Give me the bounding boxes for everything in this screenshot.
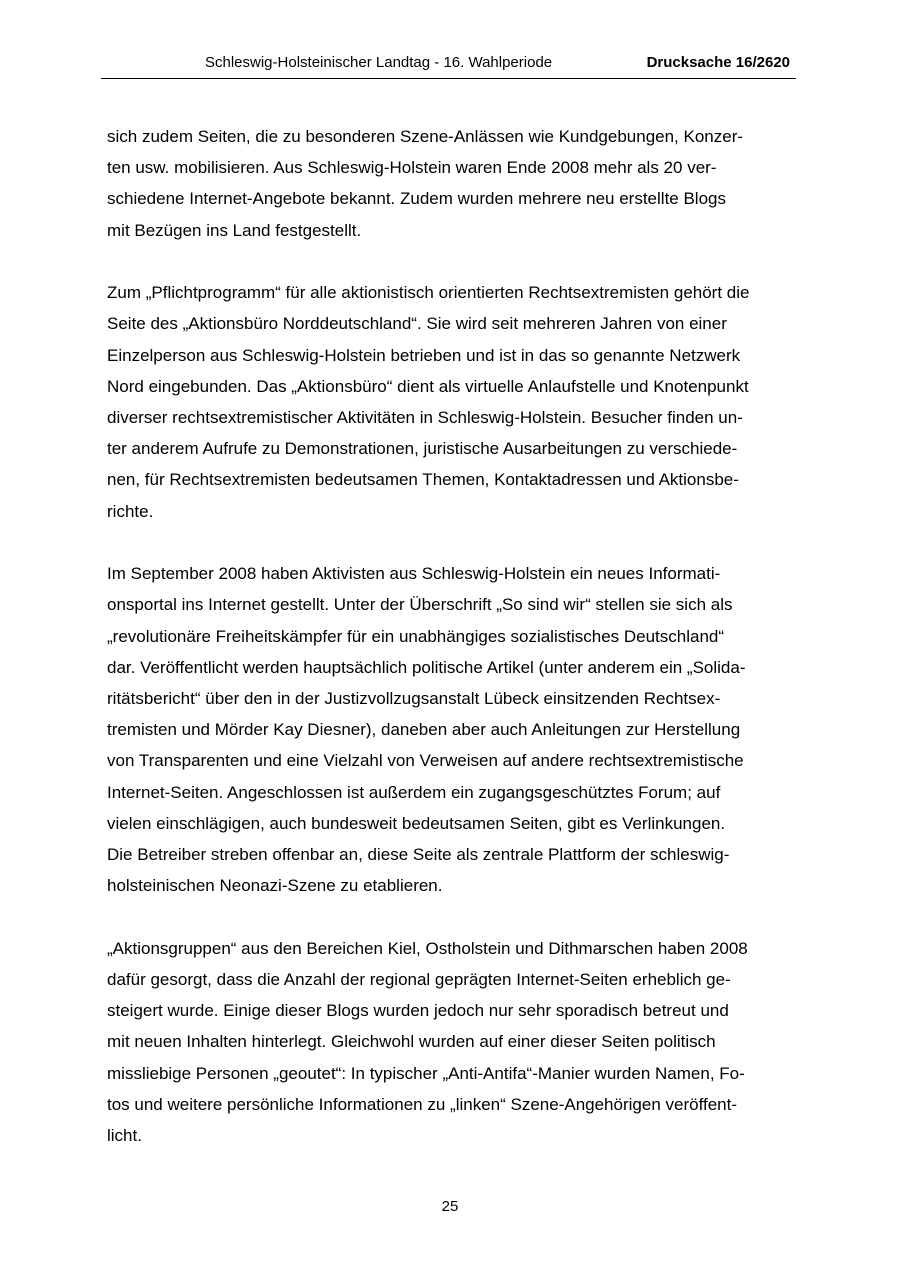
body-text: [107, 121, 797, 1183]
text-line: ritätsbericht“ über den in der Justizvollzugsanstalt Lübeck einsitzenden Rechtsex-: [107, 689, 721, 709]
text-line: nen, für Rechtsextremisten bedeutsamen Themen, Kontaktadressen und Aktionsbe-: [107, 470, 739, 490]
text-line: steigert wurde. Einige dieser Blogs wurden jedoch nur sehr sporadisch betreut und: [107, 1001, 729, 1021]
text-line: „Aktionsgruppen“ aus den Bereichen Kiel, Ostholstein und Dithmarschen haben 2008: [107, 938, 748, 958]
text-line: tos und weitere persönliche Informationen zu „linken“ Szene-Angehörigen veröffent-: [107, 1094, 737, 1114]
paragraph-2: [107, 277, 797, 527]
text-line: Im September 2008 haben Aktivisten aus Schleswig-Holstein ein neues Informati-: [107, 564, 721, 584]
text-line: Seite des „Aktionsbüro Norddeutschland“. Sie wird seit mehreren Jahren von einer: [107, 314, 727, 334]
text-line: dafür gesorgt, dass die Anzahl der regional geprägten Internet-Seiten erheblich ge-: [107, 970, 731, 990]
text-line: licht.: [107, 1126, 142, 1146]
text-line: „revolutionäre Freiheitskämpfer für ein unabhängiges sozialistisches Deutschland“: [107, 626, 725, 646]
text-line: vielen einschlägigen, auch bundesweit bedeutsamen Seiten, gibt es Verlinkungen.: [107, 813, 726, 833]
page-header: [101, 50, 796, 79]
header-title: Schleswig-Holsteinischer Landtag - 16. Wahlperiode: [205, 54, 553, 71]
text-line: richte.: [107, 501, 154, 521]
text-line: Zum „Pflichtprogramm“ für alle aktionistisch orientierten Rechtsextremisten gehört die: [107, 283, 750, 303]
text-line: onsportal ins Internet gestellt. Unter der Überschrift „So sind wir“ stellen sie sich als: [107, 595, 733, 615]
text-line: Internet-Seiten. Angeschlossen ist außerdem ein zugangsgeschütztes Forum; auf: [107, 782, 721, 802]
text-line: holsteinischen Neonazi-Szene zu etablieren.: [107, 876, 443, 896]
text-line: Einzelperson aus Schleswig-Holstein betrieben und ist in das so genannte Netzwerk: [107, 345, 741, 365]
text-line: sich zudem Seiten, die zu besonderen Szene-Anlässen wie Kundgebungen, Konzer-: [107, 127, 744, 146]
paragraph-1: [107, 121, 797, 246]
text-line: Nord eingebunden. Das „Aktionsbüro“ dient als virtuelle Anlaufstelle und Knotenpunkt: [107, 376, 749, 396]
page-number: 25: [441, 1198, 459, 1215]
header-document-number: Drucksache 16/2620: [646, 54, 790, 71]
text-line: mit Bezügen ins Land festgestellt.: [107, 220, 362, 240]
text-line: missliebige Personen „geoutet“: In typischer „Anti-Antifa“-Manier wurden Namen, Fo-: [107, 1063, 745, 1083]
text-line: schiedene Internet-Angebote bekannt. Zudem wurden mehrere neu erstellte Blogs: [107, 189, 726, 209]
paragraph-3: [107, 558, 797, 901]
text-line: tremisten und Mörder Kay Diesner), daneben aber auch Anleitungen zur Herstellung: [107, 720, 741, 740]
text-line: ten usw. mobilisieren. Aus Schleswig-Holstein waren Ende 2008 mehr als 20 ver-: [107, 158, 717, 178]
text-line: dar. Veröffentlicht werden hauptsächlich politische Artikel (unter anderem ein „Solida-: [107, 657, 746, 677]
paragraph-4: [107, 933, 797, 1151]
text-line: ter anderem Aufrufe zu Demonstrationen, juristische Ausarbeitungen zu verschiede-: [107, 439, 738, 459]
text-line: von Transparenten und eine Vielzahl von Verweisen auf andere rechtsextremistische: [107, 751, 744, 771]
text-line: Die Betreiber streben offenbar an, diese Seite als zentrale Plattform der schleswig-: [107, 845, 730, 865]
text-line: mit neuen Inhalten hinterlegt. Gleichwohl wurden auf einer dieser Seiten politisch: [107, 1032, 716, 1052]
text-line: diverser rechtsextremistischer Aktivitäten in Schleswig-Holstein. Besucher finden un-: [107, 408, 743, 428]
